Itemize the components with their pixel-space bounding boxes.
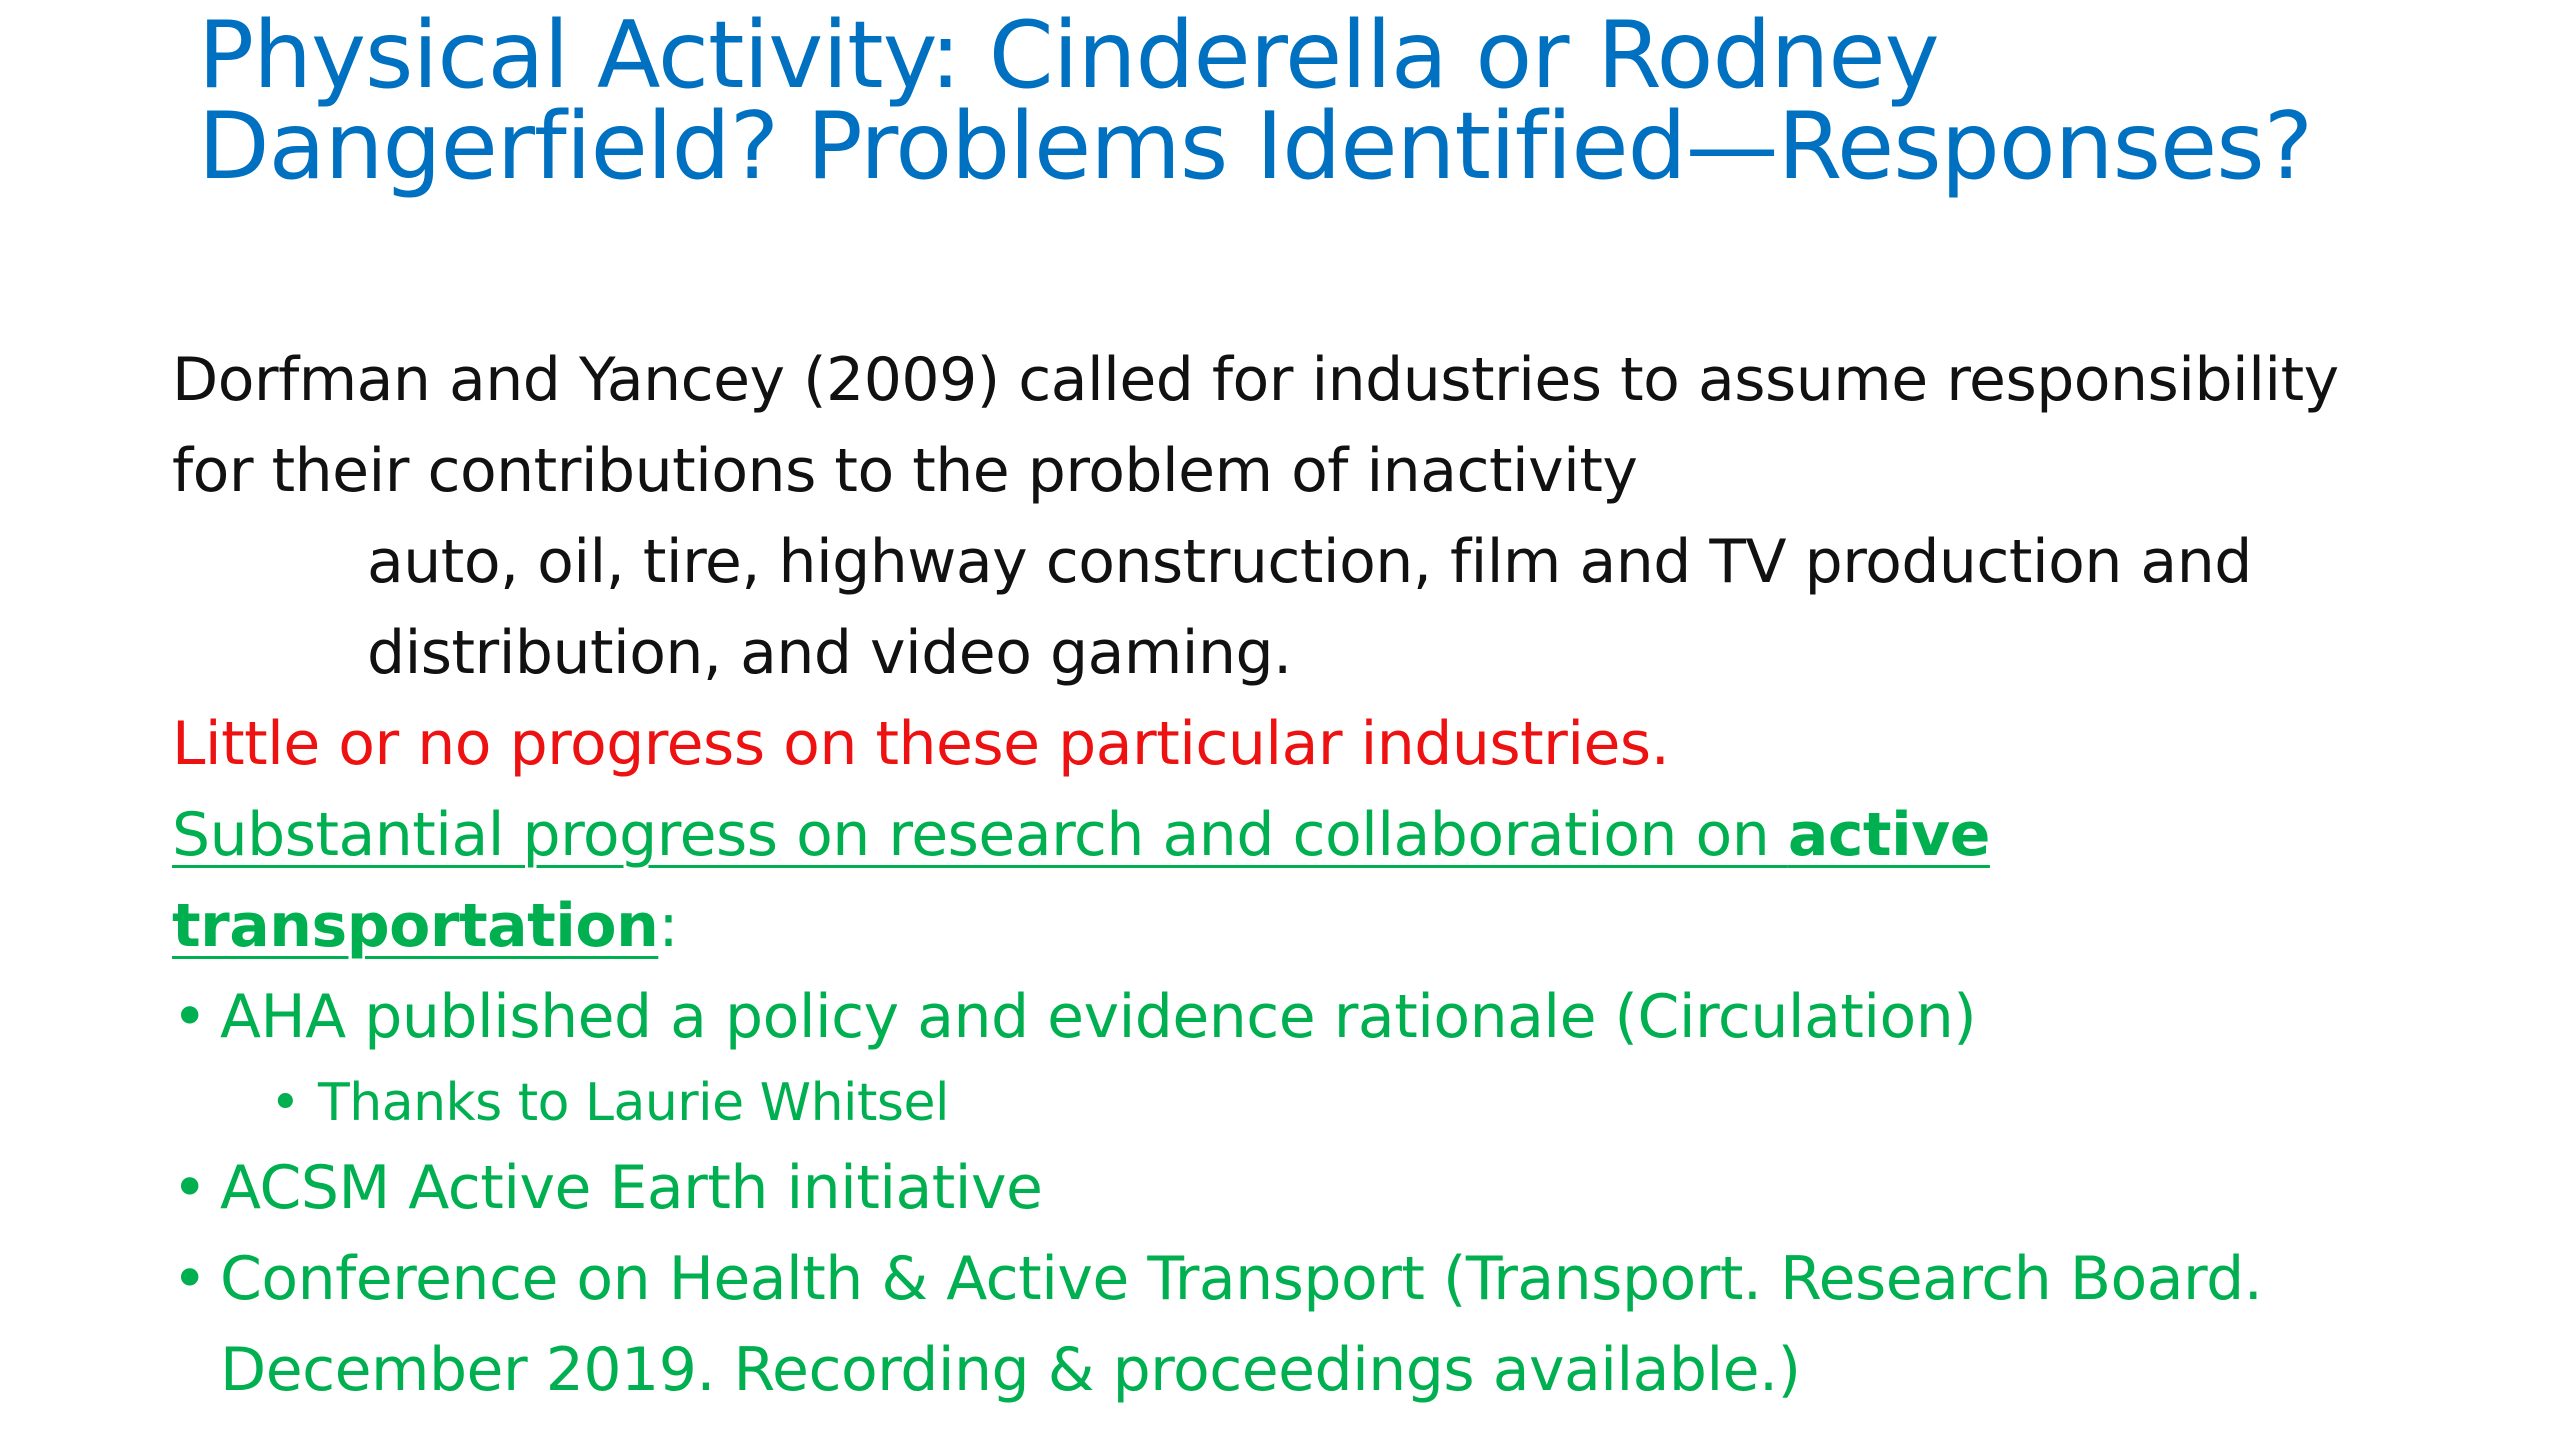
progress-statement-text: Substantial progress on research and collaboration on xyxy=(172,800,1788,870)
colon: : xyxy=(658,891,679,961)
bullet-text: ACSM Active Earth initiative xyxy=(220,1153,1043,1223)
sub-bullet-item-whitsel xyxy=(172,1063,2502,1143)
bullet-item-aha xyxy=(172,972,2502,1063)
title-line-2: Dangerfield? Problems Identified—Responses? xyxy=(198,92,2313,200)
slide-title xyxy=(198,1,2498,200)
paragraph-line-2: for their contributions to the problem of inactivity xyxy=(172,436,1638,506)
bullet-text: Thanks to Laurie Whitsel xyxy=(318,1073,949,1133)
progress-statement-line-1 xyxy=(172,790,2502,881)
bullet-text: AHA published a policy and evidence rationale (Circulation) xyxy=(220,982,1977,1052)
bullet-marker: • xyxy=(172,1153,207,1223)
active-emphasis: active xyxy=(1787,800,1990,870)
paragraph-line-1: Dorfman and Yancey (2009) called for industries to assume responsibility xyxy=(172,345,2339,415)
bullet-text: Conference on Health & Active Transport (Transport. Research Board. xyxy=(220,1244,2263,1314)
industries-line-1: auto, oil, tire, highway construction, film and TV production and xyxy=(367,527,2252,597)
bullet-item-conference xyxy=(172,1234,2502,1325)
bullet-marker: • xyxy=(172,1244,207,1314)
transportation-emphasis: transportation xyxy=(172,891,659,961)
title-line-1: Physical Activity: Cinderella or Rodney xyxy=(198,1,1939,109)
no-progress-statement: Little or no progress on these particular industries. xyxy=(172,709,1670,779)
bullet-marker: • xyxy=(172,982,207,1052)
industries-line-2: distribution, and video gaming. xyxy=(367,618,1292,688)
progress-statement-line-2 xyxy=(172,881,2502,972)
bullet-continuation: December 2019. Recording & proceedings available.) xyxy=(220,1335,1801,1405)
bullet-item-acsm xyxy=(172,1143,2502,1234)
bullet-marker: • xyxy=(270,1073,301,1133)
slide-body xyxy=(172,335,2502,1416)
